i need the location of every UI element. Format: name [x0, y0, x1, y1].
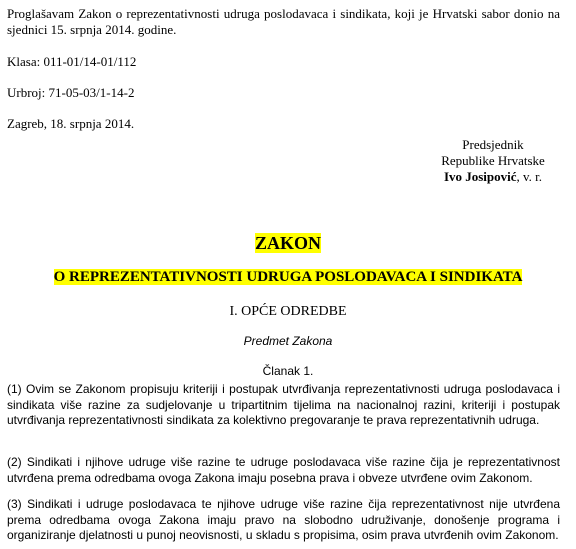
signature-title: Predsjednik: [462, 137, 524, 152]
section-title: I. OPĆE ODREDBE: [229, 304, 347, 319]
paragraph-3: (3) Sindikati i udruge poslodavaca te njihove udruge više razine čija reprezentativnost nije utvrđena prema odredbama ovoga Zakona imaju pravo na slobodno udruživanje, donošenje programa i organiziranje djelatnosti u punoj neovisnosti, u skladu s propisima, osim prava utvrđenih ovim Zakonom.: [7, 497, 560, 542]
paragraph-2: (2) Sindikati i njihove udruge više razine te udruge poslodavaca više razine čija je reprezentativnost utvrđena prema odredbama ovoga Zakona imaju posebna prava i obveze utvrđene ovim Zakonom.: [7, 455, 560, 485]
law-heading: ZAKON: [254, 233, 321, 253]
law-title: O REPREZENTATIVNOSTI UDRUGA POSLODAVACA I SINDIKATA: [53, 269, 523, 285]
law-heading-row: [0, 232, 576, 254]
law-title-row: [0, 268, 576, 286]
paragraph-1: (1) Ovim se Zakonom propisuju kriteriji i postupak utvrđivanja reprezentativnosti udruga poslodavaca i sindikata više razine za sudjelovanje u tripartitnim tijelima na nacionalnoj razini, kriteriji i postupak utvrđivanja reprezentativnosti sindikata za kolektivno pregovaranje te prava reprezentativnih udruga.: [7, 382, 560, 427]
signature-name: Ivo Josipović: [443, 169, 517, 184]
signature-name-line: [423, 169, 563, 185]
klasa-line: Klasa: 011-01/14-01/112: [7, 54, 137, 69]
subject-heading: Predmet Zakona: [243, 334, 333, 348]
signature-subtitle: Republike Hrvatske: [441, 153, 545, 168]
signature-suffix: , v. r.: [516, 169, 543, 184]
article-heading: Članak 1.: [262, 364, 314, 378]
urbroj-line: Urbroj: 71-05-03/1-14-2: [7, 85, 135, 100]
proclamation-intro: Proglašavam Zakon o reprezentativnosti udruga poslodavaca i sindikata, koji je Hrvatski sabor donio na sjednici 15. srpnja 2014. godine.: [7, 6, 560, 37]
signature-block: [423, 137, 563, 185]
place-date-line: Zagreb, 18. srpnja 2014.: [7, 116, 135, 131]
